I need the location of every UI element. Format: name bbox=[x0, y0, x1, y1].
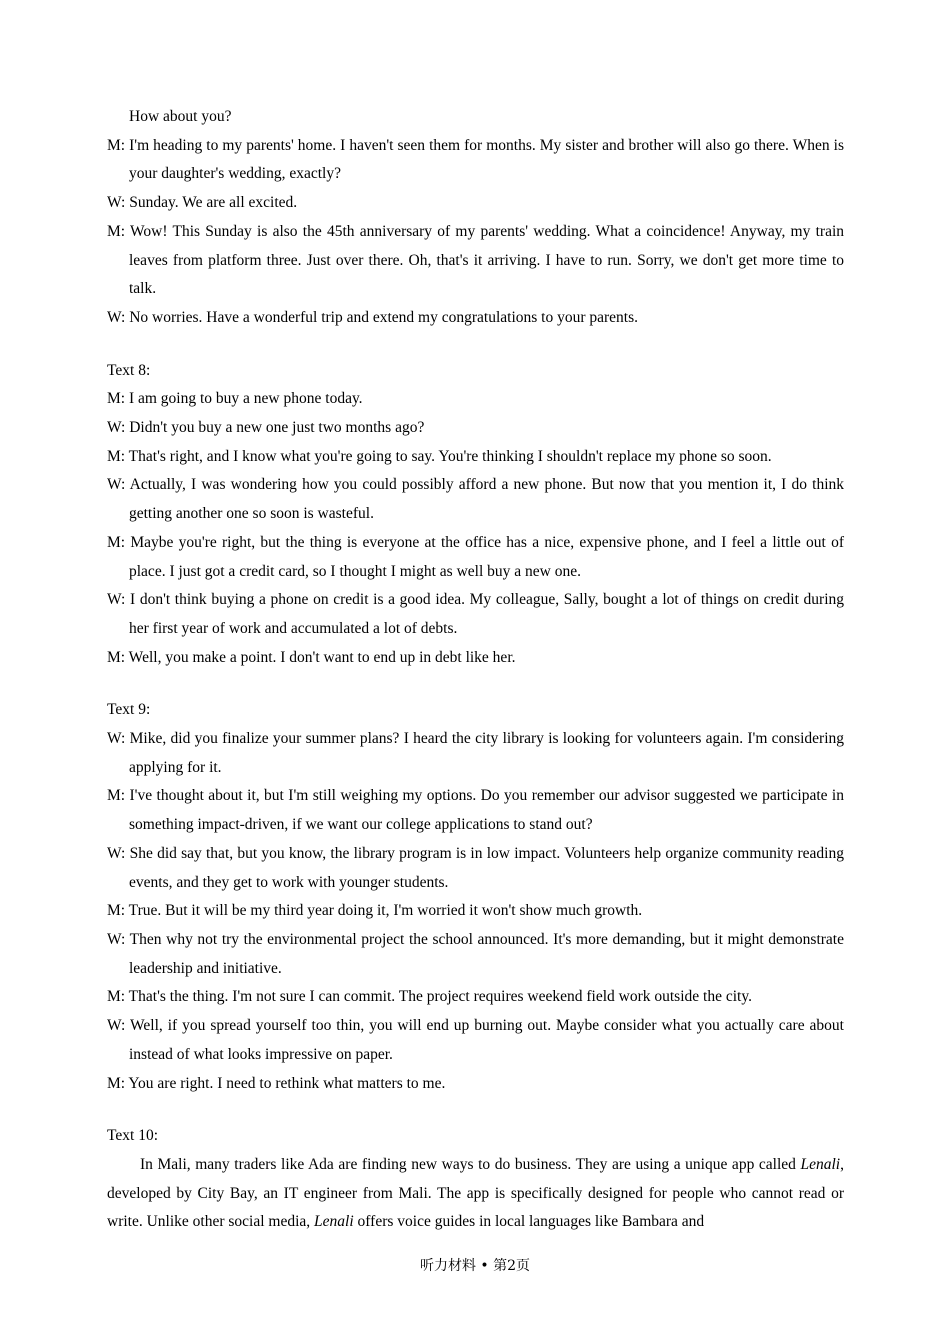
section-gap bbox=[107, 672, 844, 696]
dialogue-line: M: I'm heading to my parents' home. I haven't seen them for months. My sister and brother will also go there. When is your daughter's wedding, exactly? bbox=[107, 136, 844, 183]
dialogue-line: M: Maybe you're right, but the thing is everyone at the office has a nice, expensive phone, and I feel a little out of place. I just got a credit card, so I thought I might as well buy a new one. bbox=[107, 533, 844, 580]
section-gap bbox=[107, 333, 844, 357]
section-heading-text-8: Text 8: bbox=[107, 361, 151, 379]
dialogue-line: W: Actually, I was wondering how you could possibly afford a new phone. But now that you mention it, I do think getting another one so soon is wasteful. bbox=[107, 476, 844, 523]
dialogue-line: M: You are right. I need to rethink what matters to me. bbox=[107, 1074, 446, 1092]
dialogue-line: M: Wow! This Sunday is also the 45th anniversary of my parents' wedding. What a coincidence! Anyway, my train leaves from platform three. Just over there. Oh, that's it arriving. I have to run. Sorry, we don't get more time to talk. bbox=[107, 222, 844, 298]
passage-text: In Mali, many traders like Ada are finding new ways to do business. They are using a unique app called bbox=[140, 1155, 801, 1173]
passage-paragraph bbox=[107, 1151, 844, 1237]
dialogue-line: W: She did say that, but you know, the library program is in low impact. Volunteers help organize community reading events, and they get to work with younger students. bbox=[107, 844, 844, 891]
app-name-italic: Lenali bbox=[314, 1213, 354, 1231]
document-body bbox=[107, 103, 844, 1237]
section-heading-text-9: Text 9: bbox=[107, 701, 151, 719]
dialogue-line: M: True. But it will be my third year doing it, I'm worried it won't show much growth. bbox=[107, 902, 643, 920]
dialogue-line: M: That's the thing. I'm not sure I can commit. The project requires weekend field work outside the city. bbox=[107, 988, 752, 1006]
passage-text: , developed by City Bay, an IT engineer from Mali. The app is specifically designed for people who cannot read or write. Unlike other social media, bbox=[107, 1155, 844, 1231]
dialogue-line: M: Well, you make a point. I don't want to end up in debt like her. bbox=[107, 648, 516, 666]
page-footer: 听力材料 • 第2页 bbox=[419, 1258, 531, 1274]
app-name-italic: Lenali bbox=[800, 1155, 841, 1173]
dialogue-line: M: That's right, and I know what you're going to say. You're thinking I shouldn't replace my phone so soon. bbox=[107, 447, 772, 465]
dialogue-line: W: Sunday. We are all excited. bbox=[107, 194, 298, 212]
dialogue-line: W: No worries. Have a wonderful trip and extend my congratulations to your parents. bbox=[107, 308, 639, 326]
dialogue-line: W: I don't think buying a phone on credit is a good idea. My colleague, Sally, bought a lot of things on credit during her first year of work and accumulated a lot of debts. bbox=[107, 591, 844, 637]
dialogue-line: W: Mike, did you finalize your summer plans? I heard the city library is looking for volunteers again. I'm considering applying for it. bbox=[107, 730, 844, 776]
dialogue-line: W: Well, if you spread yourself too thin, you will end up burning out. Maybe consider what you actually care about instead of what looks impressive on paper. bbox=[107, 1017, 844, 1063]
dialogue-line: M: I've thought about it, but I'm still weighing my options. Do you remember our advisor suggested we participate in something impact-driven, if we want our college applications to stand out? bbox=[107, 787, 844, 834]
dialogue-line: M: I am going to buy a new phone today. bbox=[107, 390, 363, 408]
section-heading-text-10: Text 10: bbox=[107, 1127, 159, 1145]
dialogue-line: W: Didn't you buy a new one just two months ago? bbox=[107, 419, 425, 437]
passage-text: offers voice guides in local languages like Bambara and bbox=[353, 1213, 705, 1231]
dialogue-line: How about you? bbox=[129, 108, 232, 125]
dialogue-line: W: Then why not try the environmental project the school announced. It's more demanding, but it might demonstrate leadership and initiative. bbox=[107, 930, 844, 977]
section-gap bbox=[107, 1098, 844, 1122]
